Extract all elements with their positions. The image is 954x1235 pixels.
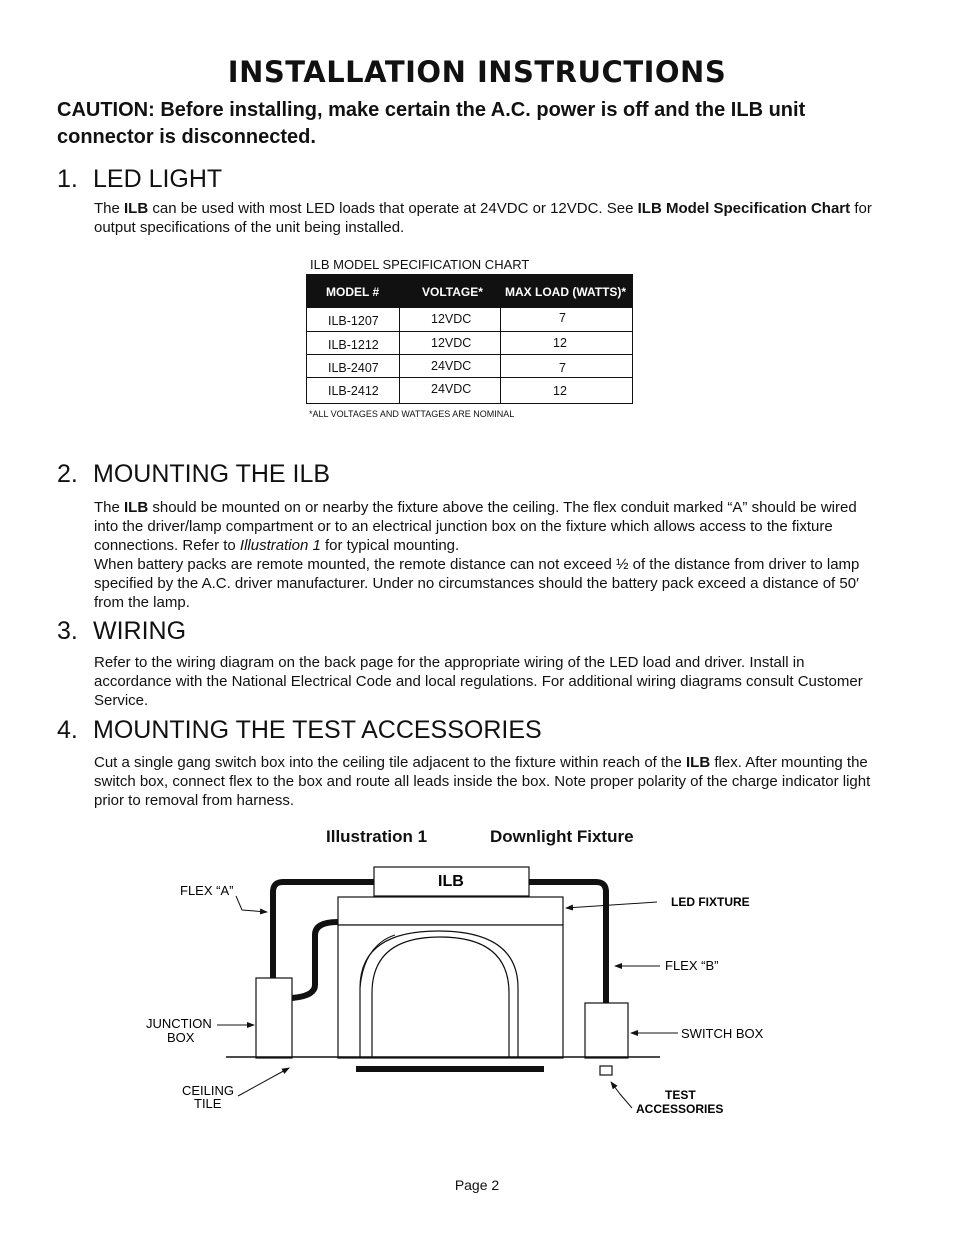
flex-b-label: FLEX “B” xyxy=(665,958,719,973)
cell-model: ILB-2412 xyxy=(328,384,379,398)
section-title: LED LIGHT xyxy=(93,165,223,193)
text-run: Refer to the wiring diagram on the back page for the appropriate wiring of the LED load and driver. Install in accordance with the National Electrical Code and local regulations. For additional wiring diagrams consult Customer Service. xyxy=(94,654,863,709)
text-run-bold: ILB xyxy=(124,499,149,516)
junction-box xyxy=(256,978,292,1058)
text-run: for output specifications of the unit being installed. xyxy=(94,200,872,236)
page-title: INSTALLATION INSTRUCTIONS xyxy=(227,55,727,89)
switch-box-label: SWITCH BOX xyxy=(681,1026,764,1041)
cell-model: ILB-1212 xyxy=(328,338,379,352)
text-run-italic: Illustration 1 xyxy=(239,537,321,554)
junction-wire xyxy=(292,922,338,998)
text-run-bold: ILB xyxy=(686,754,711,771)
section-title: WIRING xyxy=(93,617,187,645)
illustration-title: Illustration 1 xyxy=(326,827,428,846)
text-run: The xyxy=(94,499,125,516)
ilb-label: ILB xyxy=(438,873,464,890)
text-run: Cut a single gang switch box into the ceiling tile adjacent to the fixture within reach of the xyxy=(94,754,687,771)
section-number: 2. xyxy=(57,460,78,488)
switch-box xyxy=(585,1003,628,1058)
section-title: MOUNTING THE ILB xyxy=(93,460,331,488)
ceiling-tile-pointer xyxy=(238,1068,289,1096)
text-run: for typical mounting. xyxy=(320,537,460,554)
ceiling-label-line1: CEILING xyxy=(182,1083,235,1098)
header-voltage: VOLTAGE* xyxy=(422,285,483,299)
test-label-line2: ACCESSORIES xyxy=(636,1102,724,1116)
text-run: The xyxy=(94,200,125,217)
junction-label-line2: BOX xyxy=(167,1030,195,1045)
flex-a-label: FLEX “A” xyxy=(180,883,234,898)
cell-model: ILB-2407 xyxy=(328,361,379,375)
cell-max-load: 12 xyxy=(553,384,567,398)
cell-voltage: 24VDC xyxy=(431,382,472,396)
led-fixture-housing xyxy=(338,897,563,925)
cell-voltage: 12VDC xyxy=(431,312,472,326)
caution-notice: CAUTION: Before installing, make certain the A.C. power is off and the ILB unit connector is disconnected. xyxy=(57,99,806,148)
section-number: 4. xyxy=(57,716,78,744)
text-run-bold: ILB Model Specification Chart xyxy=(637,200,851,217)
page-number: Page 2 xyxy=(454,1177,500,1193)
cell-voltage: 24VDC xyxy=(431,359,472,373)
led-fixture-pointer xyxy=(566,902,657,908)
cell-max-load: 7 xyxy=(559,361,566,375)
cell-max-load: 12 xyxy=(553,336,567,350)
text-run: flex. After mounting the switch box, connect flex to the box and route all leads inside the box. Note proper polarity of the charge indicator light prior to removal from harness. xyxy=(94,754,871,809)
spec-chart-caption: ILB MODEL SPECIFICATION CHART xyxy=(310,257,530,272)
test-accessory xyxy=(600,1066,612,1075)
illustration-subtitle: Downlight Fixture xyxy=(490,827,634,846)
test-accessories-pointer xyxy=(611,1082,632,1108)
text-run: can be used with most LED loads that operate at 24VDC or 12VDC. See xyxy=(148,200,638,217)
text-run-bold: ILB xyxy=(124,200,149,217)
junction-label-line1: JUNCTION xyxy=(146,1016,212,1031)
led-fixture-label: LED FIXTURE xyxy=(671,895,750,909)
cell-model: ILB-1207 xyxy=(328,314,379,328)
flex-a-pointer xyxy=(236,896,267,912)
section-title: MOUNTING THE TEST ACCESSORIES xyxy=(93,716,542,744)
ceiling-label-line2: TILE xyxy=(194,1096,222,1111)
test-label-line1: TEST xyxy=(665,1088,696,1102)
text-run: When battery packs are remote mounted, the remote distance can not exceed ½ of the distance from driver to lamp specified by the A.C. driver manufacturer. Under no circumstances should the battery pack exceed a distance of 50′ from the lamp. xyxy=(94,556,860,611)
header-model: MODEL # xyxy=(326,285,380,299)
spec-chart-note: *ALL VOLTAGES AND WATTAGES ARE NOMINAL xyxy=(309,409,515,419)
section-number: 1. xyxy=(57,165,78,193)
section-number: 3. xyxy=(57,617,78,645)
cell-max-load: 7 xyxy=(559,311,566,325)
header-max-load: MAX LOAD (WATTS)* xyxy=(505,285,627,299)
cell-voltage: 12VDC xyxy=(431,336,472,350)
text-run: should be mounted on or nearby the fixture above the ceiling. The flex conduit marked “A” should be wired into the driver/lamp compartment or to an electrical junction box on the fixture which allows access to the fixture connections. Refer to xyxy=(94,499,857,554)
fixture-trim xyxy=(356,1066,544,1072)
